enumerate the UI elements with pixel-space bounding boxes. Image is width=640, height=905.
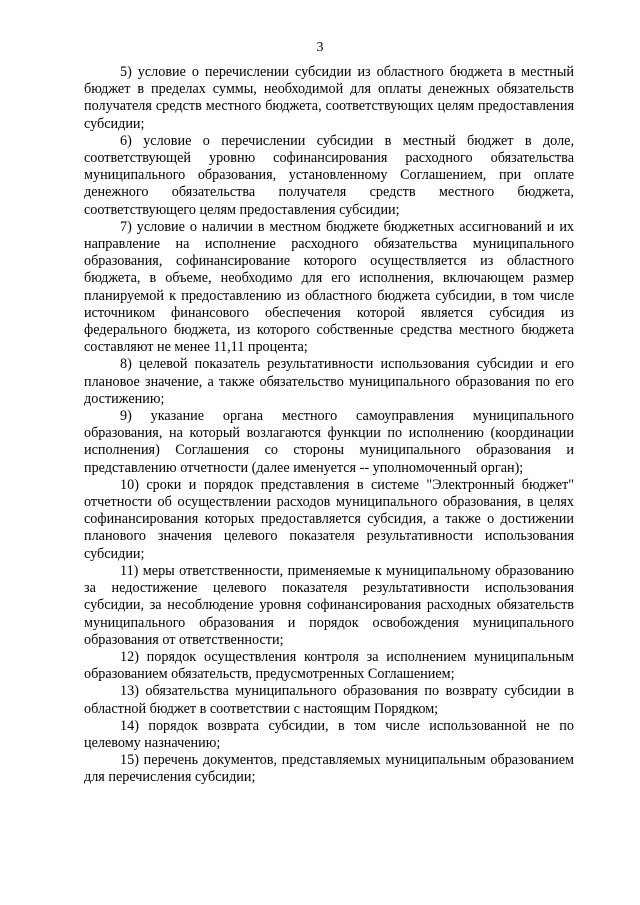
document-body	[84, 64, 574, 787]
list-item-7: 7) условие о наличии в местном бюджете бюджетных ассигнований и их направление на исполнение расходного обязательства муниципального образования, софинансирование которого осуществляется из областного бюджета, в объеме, необходимо для его исполнения, включающем размер планируемой к предоставлению из областного бюджета субсидии, в том числе источником финансового обеспечения которой является субсидия из федерального бюджета, из которого собственные средства местного бюджета составляют не менее 11,11 процента;	[84, 218, 574, 356]
page-number: 3	[316, 40, 324, 55]
list-item-6: 6) условие о перечислении субсидии в местный бюджет в доле, соответствующей уровню софинансирования расходного обязательства муниципального образования, установленному Соглашением, при оплате денежного обязательства получателя средств местного бюджета, соответствующего целям предоставления субсидии;	[84, 132, 574, 218]
list-item-14: 14) порядок возврата субсидии, в том числе использованной не по целевому назначению;	[84, 717, 574, 751]
list-item-9: 9) указание органа местного самоуправления муниципального образования, на который возлагаются функции по исполнению (координации исполнения) Соглашения со стороны муниципального образования и представлению отчетности (далее именуется -- уполномоченный орган);	[84, 408, 574, 476]
list-item-11: 11) меры ответственности, применяемые к муниципальному образованию за недостижение целевого показателя результативности использования субсидии, за несоблюдение уровня софинансирования расходных обязательств муниципального образования и порядок освобождения муниципального образования от ответственности;	[84, 562, 574, 648]
list-item-15: 15) перечень документов, представляемых муниципальным образованием для перечисления субсидии;	[84, 752, 574, 786]
list-item-8: 8) целевой показатель результативности использования субсидии и его плановое значение, а также обязательство муниципального образования по его достижению;	[84, 356, 574, 407]
list-item-13: 13) обязательства муниципального образования по возврату субсидии в областной бюджет в соответствии с настоящим Порядком;	[84, 683, 574, 717]
list-item-12: 12) порядок осуществления контроля за исполнением муниципальным образованием обязательств, предусмотренных Соглашением;	[84, 648, 574, 683]
list-item-5: 5) условие о перечислении субсидии из областного бюджета в местный бюджет в пределах суммы, необходимой для оплаты денежных обязательств получателя средств местного бюджета, соответствующих целям предоставления субсидии;	[84, 64, 574, 132]
list-item-10: 10) сроки и порядок представления в системе "Электронный бюджет" отчетности об осуществлении расходов муниципального образования, в целях софинансирования которых предоставляется субсидия, а также о достижении планового значения целевого показателя результативности использования субсидии;	[84, 476, 574, 562]
